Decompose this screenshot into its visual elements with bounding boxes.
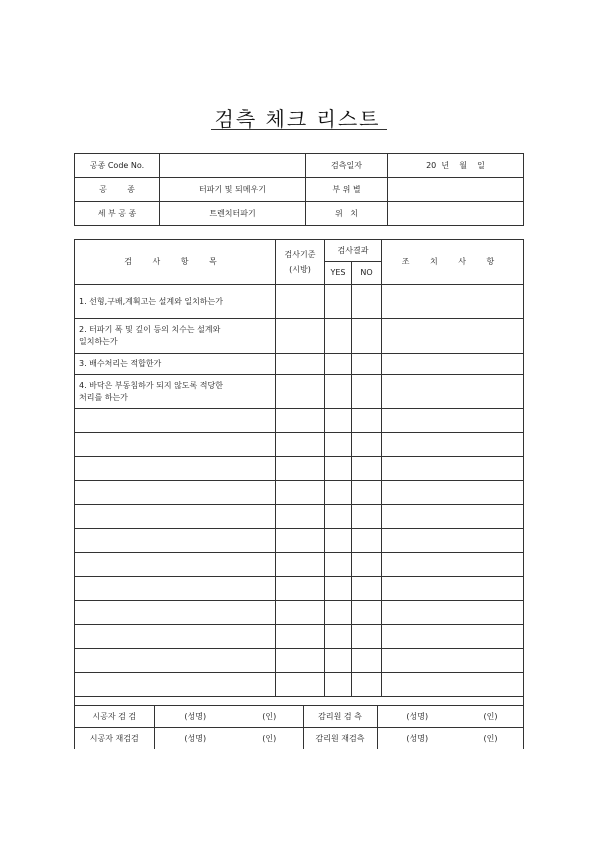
criteria-cell[interactable] (276, 601, 325, 625)
yes-cell[interactable] (325, 649, 352, 673)
criteria-cell[interactable] (276, 505, 325, 529)
table-row (75, 505, 524, 529)
work-code-value[interactable] (160, 154, 306, 178)
supervisor-check-name[interactable]: (성명) (377, 706, 457, 728)
table-row (75, 553, 524, 577)
document-title: 검측 체크 리스트 (214, 107, 381, 131)
criteria-cell[interactable] (276, 375, 325, 409)
action-cell[interactable] (382, 577, 524, 601)
item-cell[interactable] (75, 577, 276, 601)
col-action: 조 치 사 항 (382, 240, 524, 285)
action-cell[interactable] (382, 409, 524, 433)
table-row (75, 529, 524, 553)
action-cell[interactable] (382, 505, 524, 529)
inspection-date-value[interactable]: 20 년 월 일 (388, 154, 524, 178)
inspection-date-label: 검측일자 (306, 154, 388, 178)
checklist-table (74, 239, 524, 749)
action-cell[interactable] (382, 481, 524, 505)
checklist-item: 3. 배수처리는 적합한가 (75, 354, 276, 375)
col-yes: YES (325, 262, 352, 285)
part-name-label: 부 위 별 (306, 178, 388, 202)
item-cell[interactable] (75, 529, 276, 553)
item-cell[interactable] (75, 457, 276, 481)
table-row (75, 409, 524, 433)
item-cell[interactable] (75, 409, 276, 433)
table-row (75, 285, 524, 319)
contractor-recheck-name[interactable]: (성명) (154, 728, 236, 750)
item-cell[interactable] (75, 505, 276, 529)
col-criteria-sub: (시방) (289, 265, 311, 274)
criteria-cell[interactable] (276, 457, 325, 481)
signature-container (75, 706, 524, 750)
item-cell[interactable] (75, 481, 276, 505)
no-cell[interactable] (352, 529, 382, 553)
action-cell[interactable] (382, 553, 524, 577)
item-cell[interactable] (75, 601, 276, 625)
no-cell[interactable] (352, 649, 382, 673)
work-type-value[interactable]: 터파기 및 되메우기 (160, 178, 306, 202)
yes-cell[interactable] (325, 433, 352, 457)
criteria-cell[interactable] (276, 409, 325, 433)
action-cell[interactable] (382, 529, 524, 553)
item-cell[interactable] (75, 649, 276, 673)
title-underline (211, 129, 387, 130)
no-cell[interactable] (352, 553, 382, 577)
action-cell[interactable] (382, 673, 524, 697)
table-row (75, 319, 524, 354)
table-spacer (75, 697, 524, 706)
yes-cell[interactable] (325, 354, 352, 375)
yes-cell[interactable] (325, 529, 352, 553)
checklist-item: 4. 바닥은 부동침하가 되지 않도록 적당한 처리를 하는가 (75, 375, 276, 409)
part-name-value[interactable] (388, 178, 524, 202)
table-row (75, 433, 524, 457)
contractor-recheck-seal[interactable]: (인) (236, 728, 303, 750)
no-cell[interactable] (352, 505, 382, 529)
col-criteria (276, 240, 325, 285)
signature-table (75, 706, 524, 749)
item-cell[interactable] (75, 625, 276, 649)
criteria-cell[interactable] (276, 625, 325, 649)
yes-cell[interactable] (325, 457, 352, 481)
table-row (75, 625, 524, 649)
sub-work-label: 세 부 공 종 (75, 202, 160, 226)
no-cell[interactable] (352, 577, 382, 601)
yes-cell[interactable] (325, 673, 352, 697)
action-cell[interactable] (382, 285, 524, 319)
action-cell[interactable] (382, 319, 524, 354)
criteria-cell[interactable] (276, 553, 325, 577)
criteria-cell[interactable] (276, 285, 325, 319)
no-cell[interactable] (352, 375, 382, 409)
checklist-item: 1. 선형,구배,계획고는 설계와 일치하는가 (75, 285, 276, 319)
contractor-lead-name[interactable]: (성명) (154, 706, 236, 728)
action-cell[interactable] (382, 649, 524, 673)
no-cell[interactable] (352, 625, 382, 649)
supervisor-check-label: 감리원 검 측 (303, 706, 377, 728)
work-type-label: 공 종 (75, 178, 160, 202)
supervisor-check-seal[interactable]: (인) (457, 706, 524, 728)
no-cell[interactable] (352, 433, 382, 457)
action-cell[interactable] (382, 354, 524, 375)
table-row (75, 354, 524, 375)
yes-cell[interactable] (325, 375, 352, 409)
criteria-cell[interactable] (276, 649, 325, 673)
criteria-cell[interactable] (276, 433, 325, 457)
header-table (74, 153, 524, 226)
no-cell[interactable] (352, 285, 382, 319)
table-row (75, 649, 524, 673)
col-criteria-label: 검사기준 (284, 250, 316, 259)
no-cell[interactable] (352, 354, 382, 375)
location-value[interactable] (388, 202, 524, 226)
supervisor-recheck-label: 감리원 재검측 (303, 728, 377, 750)
no-cell[interactable] (352, 457, 382, 481)
yes-cell[interactable] (325, 505, 352, 529)
yes-cell[interactable] (325, 577, 352, 601)
criteria-cell[interactable] (276, 673, 325, 697)
yes-cell[interactable] (325, 625, 352, 649)
criteria-cell[interactable] (276, 481, 325, 505)
contractor-recheck-label: 시공자 재검검 (75, 728, 154, 750)
item-cell[interactable] (75, 673, 276, 697)
no-cell[interactable] (352, 481, 382, 505)
col-no: NO (352, 262, 382, 285)
contractor-lead-label: 시공자 검 검 (75, 706, 154, 728)
supervisor-recheck-seal[interactable]: (인) (457, 728, 524, 750)
action-cell[interactable] (382, 375, 524, 409)
action-cell[interactable] (382, 433, 524, 457)
col-result: 검사결과 (325, 240, 382, 262)
criteria-cell[interactable] (276, 354, 325, 375)
action-cell[interactable] (382, 625, 524, 649)
criteria-cell[interactable] (276, 319, 325, 354)
table-row (75, 375, 524, 409)
action-cell[interactable] (382, 601, 524, 625)
yes-cell[interactable] (325, 409, 352, 433)
checklist-item: 2. 터파기 폭 및 깊이 등의 치수는 설계와 일치하는가 (75, 319, 276, 354)
contractor-lead-seal[interactable]: (인) (236, 706, 303, 728)
table-row (75, 457, 524, 481)
no-cell[interactable] (352, 601, 382, 625)
table-row (75, 481, 524, 505)
criteria-cell[interactable] (276, 529, 325, 553)
work-code-label: 공종 Code No. (75, 154, 160, 178)
yes-cell[interactable] (325, 319, 352, 354)
table-row (75, 601, 524, 625)
action-cell[interactable] (382, 457, 524, 481)
no-cell[interactable] (352, 673, 382, 697)
yes-cell[interactable] (325, 481, 352, 505)
yes-cell[interactable] (325, 553, 352, 577)
col-inspection-items: 검 사 항 목 (75, 240, 276, 285)
supervisor-recheck-name[interactable]: (성명) (377, 728, 457, 750)
table-row (75, 577, 524, 601)
yes-cell[interactable] (325, 601, 352, 625)
criteria-cell[interactable] (276, 577, 325, 601)
sub-work-value[interactable]: 트렌치터파기 (160, 202, 306, 226)
no-cell[interactable] (352, 409, 382, 433)
location-label: 위 치 (306, 202, 388, 226)
table-row (75, 673, 524, 697)
item-cell[interactable] (75, 433, 276, 457)
no-cell[interactable] (352, 319, 382, 354)
yes-cell[interactable] (325, 285, 352, 319)
item-cell[interactable] (75, 553, 276, 577)
